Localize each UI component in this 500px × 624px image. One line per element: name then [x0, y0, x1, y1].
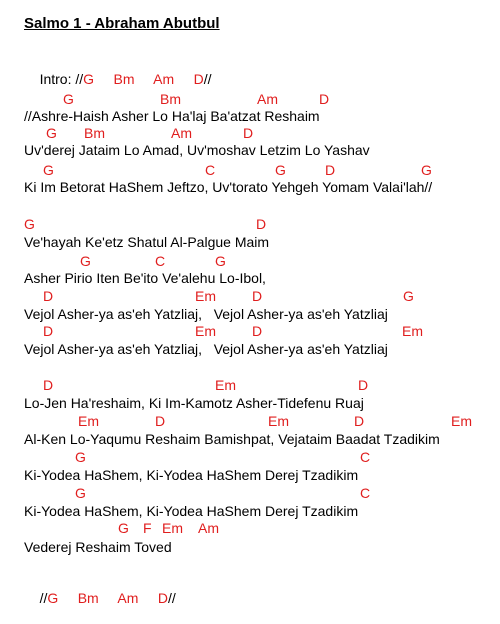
chord: G	[80, 253, 91, 269]
chord: C	[360, 485, 371, 501]
chord-row	[0, 520, 500, 537]
chord: G	[47, 590, 59, 606]
chord: Am	[117, 590, 139, 606]
chord: Bm	[77, 590, 99, 606]
lyric-line: Ki-Yodea HaShem, Ki-Yodea HaShem Derej Tzadikim	[24, 467, 359, 483]
chord: D	[193, 71, 204, 87]
chord: Am	[257, 91, 278, 107]
chord: Bm	[113, 71, 135, 87]
chord: Em	[78, 413, 99, 429]
chord: G	[215, 253, 226, 269]
chord: D	[252, 323, 263, 339]
chord-row	[0, 288, 500, 305]
lyric-line: Ve'hayah Ke'etz Shatul Al-Palgue Maim	[24, 234, 270, 250]
chord: Am	[153, 71, 175, 87]
chord-row	[0, 485, 500, 502]
chord: G	[421, 162, 432, 178]
lyric-line: Vederej Reshaim Toved	[24, 539, 172, 555]
chord: D	[157, 590, 168, 606]
chord: D	[252, 288, 263, 304]
chord: F	[143, 520, 152, 536]
chord: C	[155, 253, 166, 269]
chord-row	[0, 91, 500, 108]
chord: G	[63, 91, 74, 107]
chord: Em	[162, 520, 183, 536]
outro-line	[24, 573, 176, 624]
chord: D	[256, 216, 267, 232]
chord: G	[118, 520, 129, 536]
chord: D	[354, 413, 365, 429]
intro-end: //	[203, 71, 212, 87]
chord: Am	[171, 125, 192, 141]
lyric-line: Asher Pirio Iten Be'ito Ve'alehu Lo-Ibol,	[24, 270, 266, 286]
chord: D	[43, 323, 54, 339]
chord: G	[83, 71, 95, 87]
chord-row	[0, 413, 500, 430]
outro-label: //	[39, 590, 48, 606]
chord: D	[358, 377, 369, 393]
chord-row	[0, 216, 500, 233]
chord: D	[319, 91, 330, 107]
intro-label: Intro: //	[39, 71, 84, 87]
lyric-line: Vejol Asher-ya as'eh Yatzliaj, Vejol Asher-ya as'eh Yatzliaj	[24, 341, 388, 357]
chord: Em	[195, 288, 216, 304]
lyric-line: //Ashre-Haish Asher Lo Ha'laj Ba'atzat Reshaim	[24, 108, 320, 124]
chord: G	[403, 288, 414, 304]
chord: Em	[268, 413, 289, 429]
chord: G	[275, 162, 286, 178]
chord: D	[43, 377, 54, 393]
chord: G	[75, 449, 86, 465]
chord-row	[0, 253, 500, 270]
chord: D	[243, 125, 254, 141]
outro-end: //	[167, 590, 176, 606]
chord: G	[46, 125, 57, 141]
chord-row	[0, 377, 500, 394]
chord: Em	[215, 377, 236, 393]
chord: Em	[451, 413, 472, 429]
chord: Em	[402, 323, 423, 339]
chord-row	[0, 449, 500, 466]
chord: Am	[198, 520, 219, 536]
chord: D	[43, 288, 54, 304]
lyric-line: Al-Ken Lo-Yaqumu Reshaim Bamishpat, Vejataim Baadat Tzadikim	[24, 431, 440, 447]
chord: Bm	[160, 91, 181, 107]
chord: D	[155, 413, 166, 429]
song-title: Salmo 1 - Abraham Abutbul	[24, 15, 220, 32]
chord: G	[75, 485, 86, 501]
chord-row	[0, 323, 500, 340]
chord: D	[325, 162, 336, 178]
chord: Bm	[84, 125, 105, 141]
lyric-line: Ki-Yodea HaShem, Ki-Yodea HaShem Derej Tzadikim	[24, 503, 359, 519]
chord: G	[43, 162, 54, 178]
lyric-line: Vejol Asher-ya as'eh Yatzliaj, Vejol Asher-ya as'eh Yatzliaj	[24, 306, 388, 322]
chord: Em	[195, 323, 216, 339]
chord: G	[24, 216, 35, 232]
lyric-line: Ki Im Betorat HaShem Jeftzo, Uv'torato Yehgeh Yomam Valai'lah//	[24, 179, 433, 195]
lyric-line: Lo-Jen Ha'reshaim, Ki Im-Kamotz Asher-Tidefenu Ruaj	[24, 395, 364, 411]
chord-row	[0, 125, 500, 142]
chord: C	[360, 449, 371, 465]
chord-row	[0, 162, 500, 179]
lyric-line: Uv'derej Jataim Lo Amad, Uv'moshav Letzim Lo Yashav	[24, 142, 370, 158]
chord: C	[205, 162, 216, 178]
